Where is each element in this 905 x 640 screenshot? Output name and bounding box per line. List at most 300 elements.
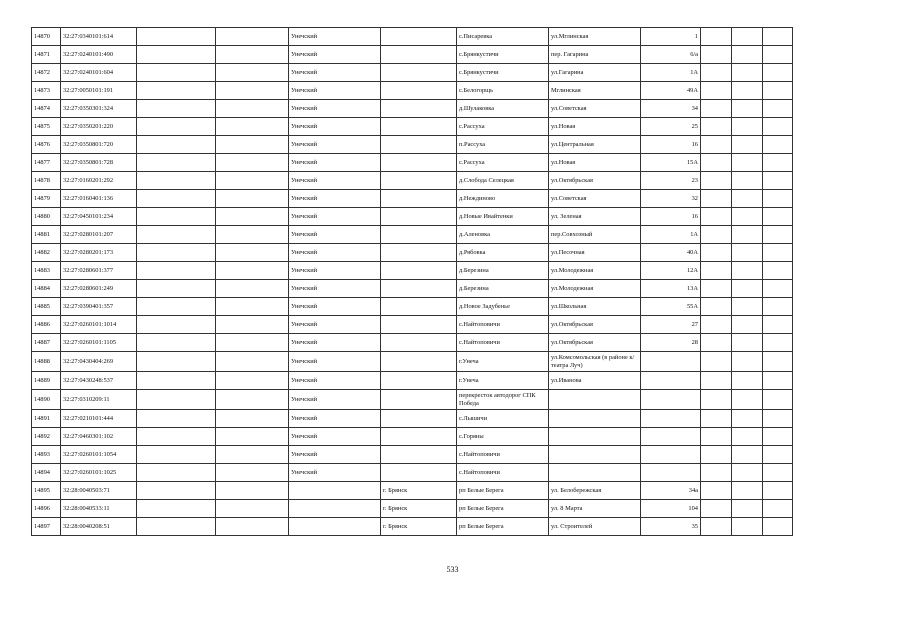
table-row — [32, 372, 793, 390]
empty-cell — [701, 154, 732, 172]
empty-cell — [763, 372, 793, 390]
city-cell — [381, 100, 457, 118]
house-number-cell: 49А — [641, 82, 701, 100]
empty-cell — [732, 464, 763, 482]
district-cell: Унечский — [289, 208, 381, 226]
empty-cell — [701, 280, 732, 298]
city-cell — [381, 226, 457, 244]
row-number-cell: 14875 — [32, 118, 61, 136]
empty-cell — [763, 190, 793, 208]
row-number-cell: 14895 — [32, 482, 61, 500]
table-row — [32, 352, 793, 372]
house-number-cell — [641, 390, 701, 410]
empty-cell — [216, 190, 289, 208]
locality-cell: п.Рассуха — [457, 136, 549, 154]
empty-cell — [137, 46, 216, 64]
cadastral-number-cell: 32:27:0430404:269 — [61, 352, 137, 372]
empty-cell — [137, 390, 216, 410]
row-number-cell: 14891 — [32, 410, 61, 428]
empty-cell — [216, 226, 289, 244]
empty-cell — [216, 352, 289, 372]
city-cell — [381, 352, 457, 372]
city-cell — [381, 280, 457, 298]
empty-cell — [137, 172, 216, 190]
empty-cell — [137, 446, 216, 464]
district-cell: Унечский — [289, 464, 381, 482]
registry-table — [31, 27, 793, 536]
street-cell — [549, 464, 641, 482]
empty-cell — [732, 280, 763, 298]
cadastral-number-cell: 32:27:0260101:1054 — [61, 446, 137, 464]
district-cell: Унечский — [289, 46, 381, 64]
street-cell: пер.Совхозный — [549, 226, 641, 244]
empty-cell — [216, 316, 289, 334]
empty-cell — [216, 280, 289, 298]
empty-cell — [137, 244, 216, 262]
empty-cell — [216, 208, 289, 226]
empty-cell — [216, 428, 289, 446]
cadastral-number-cell: 32:27:0050101:191 — [61, 82, 137, 100]
empty-cell — [216, 244, 289, 262]
locality-cell: рп Белые Берега — [457, 482, 549, 500]
row-number-cell: 14870 — [32, 28, 61, 46]
cadastral-number-cell: 32:27:0350201:220 — [61, 118, 137, 136]
house-number-cell: 1А — [641, 64, 701, 82]
cadastral-number-cell: 32:27:0430248:537 — [61, 372, 137, 390]
empty-cell — [763, 118, 793, 136]
district-cell: Унечский — [289, 244, 381, 262]
street-cell: ул. Белобережская — [549, 482, 641, 500]
cadastral-number-cell: 32:27:0350301:324 — [61, 100, 137, 118]
locality-cell: с.Найтоповичи — [457, 464, 549, 482]
empty-cell — [701, 190, 732, 208]
city-cell: г. Брянск — [381, 518, 457, 536]
locality-cell: с.Найтоповичи — [457, 316, 549, 334]
empty-cell — [732, 334, 763, 352]
empty-cell — [763, 316, 793, 334]
city-cell — [381, 190, 457, 208]
empty-cell — [216, 154, 289, 172]
locality-cell: д.Аленовка — [457, 226, 549, 244]
empty-cell — [216, 46, 289, 64]
row-number-cell: 14884 — [32, 280, 61, 298]
city-cell — [381, 372, 457, 390]
empty-cell — [763, 136, 793, 154]
empty-cell — [763, 154, 793, 172]
cadastral-number-cell: 32:27:0340101:614 — [61, 28, 137, 46]
locality-cell: с.Брянкустичи — [457, 46, 549, 64]
cadastral-number-cell: 32:27:0240101:604 — [61, 64, 137, 82]
house-number-cell: 35 — [641, 518, 701, 536]
empty-cell — [701, 262, 732, 280]
table-row — [32, 136, 793, 154]
empty-cell — [701, 298, 732, 316]
district-cell — [289, 500, 381, 518]
empty-cell — [216, 390, 289, 410]
empty-cell — [137, 410, 216, 428]
house-number-cell — [641, 428, 701, 446]
empty-cell — [732, 82, 763, 100]
cadastral-number-cell: 32:27:0450101:234 — [61, 208, 137, 226]
city-cell — [381, 136, 457, 154]
empty-cell — [701, 172, 732, 190]
table-row — [32, 316, 793, 334]
street-cell: ул.Советская — [549, 100, 641, 118]
house-number-cell: 1А — [641, 226, 701, 244]
table-row — [32, 82, 793, 100]
house-number-cell: 16 — [641, 136, 701, 154]
district-cell: Унечский — [289, 316, 381, 334]
empty-cell — [137, 136, 216, 154]
table-row — [32, 172, 793, 190]
district-cell: Унечский — [289, 352, 381, 372]
row-number-cell: 14888 — [32, 352, 61, 372]
table-row — [32, 262, 793, 280]
empty-cell — [763, 446, 793, 464]
house-number-cell: 12А — [641, 262, 701, 280]
table-row — [32, 500, 793, 518]
street-cell: ул.Новая — [549, 118, 641, 136]
empty-cell — [732, 226, 763, 244]
street-cell: ул.Октябрьская — [549, 334, 641, 352]
empty-cell — [137, 298, 216, 316]
table-row — [32, 226, 793, 244]
district-cell: Унечский — [289, 280, 381, 298]
row-number-cell: 14887 — [32, 334, 61, 352]
locality-cell: г.Унеча — [457, 372, 549, 390]
empty-cell — [137, 226, 216, 244]
cadastral-number-cell: 32:27:0240101:490 — [61, 46, 137, 64]
empty-cell — [216, 446, 289, 464]
district-cell: Унечский — [289, 262, 381, 280]
table-row — [32, 464, 793, 482]
page-number: 533 — [446, 565, 459, 574]
cadastral-number-cell: 32:27:0310209:11 — [61, 390, 137, 410]
district-cell: Унечский — [289, 226, 381, 244]
district-cell: Унечский — [289, 154, 381, 172]
empty-cell — [137, 352, 216, 372]
empty-cell — [732, 500, 763, 518]
street-cell: ул.Иванова — [549, 372, 641, 390]
street-cell: ул.Гагарина — [549, 64, 641, 82]
row-number-cell: 14874 — [32, 100, 61, 118]
city-cell — [381, 410, 457, 428]
district-cell: Унечский — [289, 298, 381, 316]
row-number-cell: 14890 — [32, 390, 61, 410]
empty-cell — [732, 446, 763, 464]
empty-cell — [137, 190, 216, 208]
empty-cell — [701, 82, 732, 100]
district-cell: Унечский — [289, 82, 381, 100]
locality-cell: д.Березина — [457, 262, 549, 280]
street-cell — [549, 446, 641, 464]
locality-cell: с.Лышичи — [457, 410, 549, 428]
empty-cell — [137, 518, 216, 536]
row-number-cell: 14872 — [32, 64, 61, 82]
house-number-cell: 34 — [641, 100, 701, 118]
empty-cell — [732, 46, 763, 64]
street-cell: Мглинская — [549, 82, 641, 100]
table-row — [32, 298, 793, 316]
street-cell: ул.Октябрьская — [549, 316, 641, 334]
cadastral-number-cell: 32:27:0160401:136 — [61, 190, 137, 208]
empty-cell — [701, 372, 732, 390]
empty-cell — [763, 244, 793, 262]
empty-cell — [732, 428, 763, 446]
row-number-cell: 14880 — [32, 208, 61, 226]
locality-cell: д.Слобода Селецкая — [457, 172, 549, 190]
city-cell — [381, 390, 457, 410]
empty-cell — [763, 334, 793, 352]
locality-cell: д.Новые Ивайтенки — [457, 208, 549, 226]
city-cell — [381, 208, 457, 226]
house-number-cell: 15А — [641, 154, 701, 172]
locality-cell: с.Белогорщь — [457, 82, 549, 100]
city-cell — [381, 262, 457, 280]
street-cell: ул.Советская — [549, 190, 641, 208]
empty-cell — [732, 172, 763, 190]
empty-cell — [732, 136, 763, 154]
table-row — [32, 190, 793, 208]
empty-cell — [732, 316, 763, 334]
empty-cell — [216, 464, 289, 482]
district-cell: Унечский — [289, 446, 381, 464]
empty-cell — [763, 280, 793, 298]
empty-cell — [732, 28, 763, 46]
empty-cell — [137, 64, 216, 82]
empty-cell — [732, 410, 763, 428]
city-cell — [381, 316, 457, 334]
table-row — [32, 446, 793, 464]
empty-cell — [732, 518, 763, 536]
empty-cell — [763, 64, 793, 82]
locality-cell: д.Неждиново — [457, 190, 549, 208]
empty-cell — [701, 28, 732, 46]
city-cell: г. Брянск — [381, 500, 457, 518]
empty-cell — [763, 390, 793, 410]
cadastral-number-cell: 32:27:0280601:377 — [61, 262, 137, 280]
table-row — [32, 518, 793, 536]
empty-cell — [701, 46, 732, 64]
city-cell — [381, 46, 457, 64]
empty-cell — [137, 154, 216, 172]
district-cell: Унечский — [289, 136, 381, 154]
empty-cell — [216, 262, 289, 280]
empty-cell — [137, 208, 216, 226]
street-cell — [549, 390, 641, 410]
district-cell: Унечский — [289, 372, 381, 390]
empty-cell — [137, 464, 216, 482]
city-cell — [381, 82, 457, 100]
house-number-cell: 32 — [641, 190, 701, 208]
table-row — [32, 118, 793, 136]
city-cell — [381, 118, 457, 136]
empty-cell — [763, 352, 793, 372]
city-cell — [381, 172, 457, 190]
city-cell: г. Брянск — [381, 482, 457, 500]
street-cell: ул.Мглинская — [549, 28, 641, 46]
house-number-cell — [641, 372, 701, 390]
empty-cell — [137, 280, 216, 298]
table-row — [32, 208, 793, 226]
cadastral-number-cell: 32:27:0210101:444 — [61, 410, 137, 428]
empty-cell — [137, 372, 216, 390]
row-number-cell: 14871 — [32, 46, 61, 64]
house-number-cell — [641, 352, 701, 372]
district-cell: Унечский — [289, 118, 381, 136]
locality-cell: с.Писаревка — [457, 28, 549, 46]
empty-cell — [732, 262, 763, 280]
table-row — [32, 390, 793, 410]
empty-cell — [701, 410, 732, 428]
empty-cell — [701, 244, 732, 262]
empty-cell — [137, 100, 216, 118]
empty-cell — [701, 428, 732, 446]
empty-cell — [216, 482, 289, 500]
empty-cell — [701, 226, 732, 244]
empty-cell — [763, 28, 793, 46]
cadastral-number-cell: 32:27:0350801:720 — [61, 136, 137, 154]
row-number-cell: 14883 — [32, 262, 61, 280]
empty-cell — [216, 372, 289, 390]
city-cell — [381, 298, 457, 316]
locality-cell: с.Найтоповичи — [457, 334, 549, 352]
table-row — [32, 100, 793, 118]
empty-cell — [763, 298, 793, 316]
locality-cell: д.Березина — [457, 280, 549, 298]
district-cell: Унечский — [289, 190, 381, 208]
street-cell: ул.Новая — [549, 154, 641, 172]
empty-cell — [216, 28, 289, 46]
locality-cell: с.Горяны — [457, 428, 549, 446]
city-cell — [381, 64, 457, 82]
empty-cell — [216, 518, 289, 536]
empty-cell — [137, 262, 216, 280]
empty-cell — [763, 100, 793, 118]
empty-cell — [732, 482, 763, 500]
locality-cell: с.Брянкустичи — [457, 64, 549, 82]
empty-cell — [701, 136, 732, 154]
locality-cell: рп Белые Берега — [457, 500, 549, 518]
empty-cell — [732, 100, 763, 118]
empty-cell — [701, 64, 732, 82]
district-cell — [289, 482, 381, 500]
district-cell: Унечский — [289, 334, 381, 352]
row-number-cell: 14896 — [32, 500, 61, 518]
empty-cell — [701, 390, 732, 410]
empty-cell — [701, 446, 732, 464]
row-number-cell: 14885 — [32, 298, 61, 316]
empty-cell — [137, 428, 216, 446]
locality-cell: д.Новое Задубенье — [457, 298, 549, 316]
empty-cell — [732, 208, 763, 226]
locality-cell: д.Шулаковка — [457, 100, 549, 118]
cadastral-number-cell: 32:27:0280101:207 — [61, 226, 137, 244]
table-row — [32, 28, 793, 46]
street-cell: ул.Песочная — [549, 244, 641, 262]
house-number-cell — [641, 410, 701, 428]
house-number-cell: 23 — [641, 172, 701, 190]
locality-cell: перекресток автодорог СПК Победа — [457, 390, 549, 410]
empty-cell — [732, 190, 763, 208]
empty-cell — [216, 118, 289, 136]
empty-cell — [137, 316, 216, 334]
street-cell: ул. 8 Марта — [549, 500, 641, 518]
table-row — [32, 410, 793, 428]
empty-cell — [763, 46, 793, 64]
empty-cell — [216, 298, 289, 316]
empty-cell — [701, 482, 732, 500]
cadastral-number-cell: 32:27:0160201:292 — [61, 172, 137, 190]
empty-cell — [701, 316, 732, 334]
row-number-cell: 14897 — [32, 518, 61, 536]
empty-cell — [732, 118, 763, 136]
empty-cell — [732, 352, 763, 372]
house-number-cell: 28 — [641, 334, 701, 352]
house-number-cell: 6/а — [641, 46, 701, 64]
house-number-cell: 13А — [641, 280, 701, 298]
street-cell: ул.Октябрьская — [549, 172, 641, 190]
empty-cell — [732, 372, 763, 390]
district-cell: Унечский — [289, 64, 381, 82]
row-number-cell: 14876 — [32, 136, 61, 154]
cadastral-number-cell: 32:27:0260101:1014 — [61, 316, 137, 334]
empty-cell — [216, 334, 289, 352]
empty-cell — [701, 208, 732, 226]
empty-cell — [732, 244, 763, 262]
row-number-cell: 14878 — [32, 172, 61, 190]
district-cell — [289, 518, 381, 536]
row-number-cell: 14879 — [32, 190, 61, 208]
empty-cell — [216, 136, 289, 154]
street-cell: ул. Строителей — [549, 518, 641, 536]
house-number-cell: 55А — [641, 298, 701, 316]
empty-cell — [137, 482, 216, 500]
cadastral-number-cell: 32:27:0280601:249 — [61, 280, 137, 298]
empty-cell — [763, 482, 793, 500]
city-cell — [381, 428, 457, 446]
row-number-cell: 14893 — [32, 446, 61, 464]
street-cell: ул.Молодежная — [549, 280, 641, 298]
district-cell: Унечский — [289, 428, 381, 446]
empty-cell — [763, 464, 793, 482]
empty-cell — [701, 118, 732, 136]
cadastral-number-cell: 32:27:0260101:1025 — [61, 464, 137, 482]
empty-cell — [732, 64, 763, 82]
row-number-cell: 14882 — [32, 244, 61, 262]
street-cell: ул. Зеленая — [549, 208, 641, 226]
empty-cell — [701, 518, 732, 536]
district-cell: Унечский — [289, 100, 381, 118]
empty-cell — [763, 226, 793, 244]
street-cell: ул.Центральная — [549, 136, 641, 154]
empty-cell — [137, 500, 216, 518]
table-row — [32, 64, 793, 82]
table-row — [32, 154, 793, 172]
empty-cell — [763, 82, 793, 100]
empty-cell — [763, 428, 793, 446]
locality-cell: г.Унеча — [457, 352, 549, 372]
empty-cell — [701, 500, 732, 518]
locality-cell: с.Рассуха — [457, 118, 549, 136]
cadastral-number-cell: 32:27:0280201:173 — [61, 244, 137, 262]
row-number-cell: 14894 — [32, 464, 61, 482]
empty-cell — [763, 262, 793, 280]
cadastral-number-cell: 32:27:0460301:102 — [61, 428, 137, 446]
district-cell: Унечский — [289, 172, 381, 190]
row-number-cell: 14889 — [32, 372, 61, 390]
empty-cell — [137, 28, 216, 46]
